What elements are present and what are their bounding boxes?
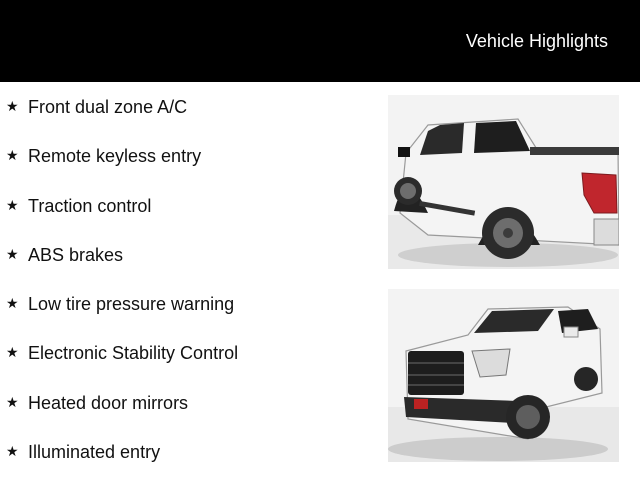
feature-label: Electronic Stability Control — [28, 343, 239, 364]
feature-item — [6, 342, 376, 391]
feature-label: ABS brakes — [28, 244, 124, 265]
feature-item — [6, 293, 376, 342]
star-icon: ★ — [6, 196, 19, 213]
feature-item — [6, 441, 376, 490]
star-icon: ★ — [6, 393, 19, 410]
feature-item — [6, 244, 376, 293]
feature-label: Heated door mirrors — [28, 392, 189, 413]
feature-label: Low tire pressure warning — [28, 294, 235, 315]
star-icon: ★ — [6, 344, 19, 361]
star-icon: ★ — [6, 98, 19, 114]
feature-label: Remote keyless entry — [28, 146, 202, 167]
feature-item — [6, 195, 376, 244]
page-title: Vehicle Highlights — [465, 31, 608, 51]
feature-label: Traction control — [28, 195, 152, 216]
star-icon: ★ — [6, 147, 19, 164]
star-icon: ★ — [6, 295, 19, 312]
star-icon: ★ — [6, 245, 19, 262]
feature-item — [6, 392, 376, 441]
feature-item — [6, 145, 376, 194]
feature-label: Illuminated entry — [28, 442, 161, 463]
header-bar — [0, 0, 640, 82]
feature-label: Front dual zone A/C — [28, 97, 188, 117]
vehicle-photo-rear — [388, 95, 619, 269]
vehicle-photo-front — [388, 289, 619, 462]
feature-item — [6, 96, 376, 145]
star-icon: ★ — [6, 443, 19, 460]
feature-list — [6, 96, 376, 490]
